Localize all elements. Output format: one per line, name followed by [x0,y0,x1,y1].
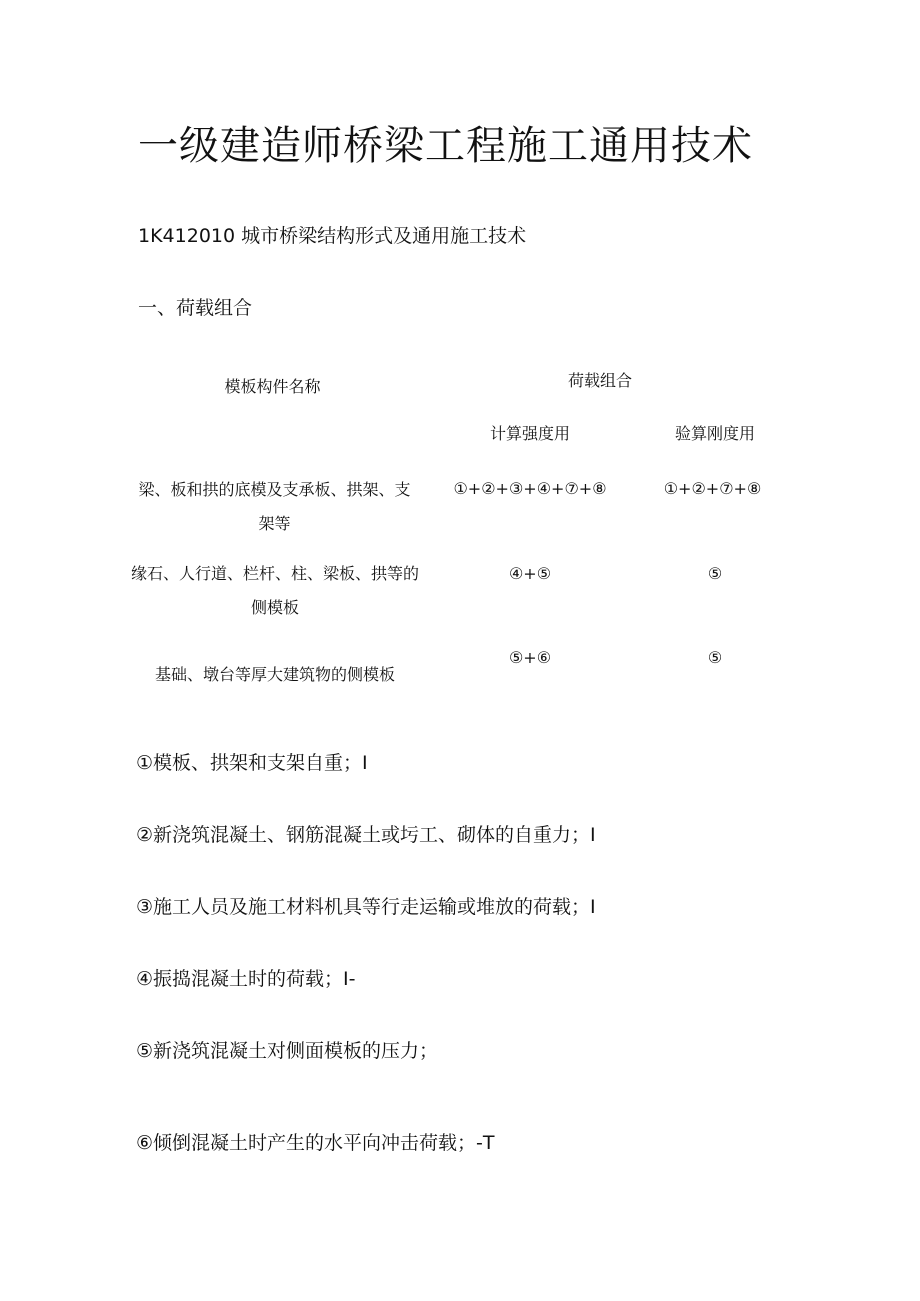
legend-item-5: ⑤新浇筑混凝土对侧面模板的压力； [136,1040,439,1062]
table-row-2-stiffness: ⑤ [707,564,723,583]
table-header-load-combination: 荷载组合 [567,371,632,390]
section-heading: 1K412010 城市桥梁结构形式及通用施工技术 [138,225,527,247]
subsection-heading: 一、荷载组合 [138,297,253,319]
page-title: 一级建造师桥梁工程施工通用技术 [138,123,753,169]
legend-item-2: ②新浇筑混凝土、钢筋混凝土或圬工、砌体的自重力；I [136,824,596,846]
table-row-2-strength: ④+⑤ [508,564,552,583]
table-row-3-component: 基础、墩台等厚大建筑物的侧模板 [154,665,395,684]
table-row-3-strength: ⑤+⑥ [508,648,552,667]
table-header-component-name: 模板构件名称 [224,377,321,396]
legend-item-1: ①模板、拱架和支架自重；I [136,752,368,774]
table-header-strength: 计算强度用 [489,424,570,443]
table-row-3-stiffness: ⑤ [707,648,723,667]
table-row-2-component: 缘石、人行道、栏杆、柱、梁板、拱等的侧模板 [130,564,419,617]
table-header-stiffness: 验算刚度用 [674,424,755,443]
legend-item-6: ⑥倾倒混凝土时产生的水平向冲击荷载；-T [136,1132,495,1154]
legend-item-3: ③施工人员及施工材料机具等行走运输或堆放的荷载；I [136,896,596,918]
table-row-1-strength: ①+②+③+④+⑦+⑧ [453,479,607,498]
table-row-1-component: 梁、板和拱的底模及支承板、拱架、支架等 [138,480,411,533]
legend-item-4: ④振捣混凝土时的荷载；I- [136,968,356,990]
table-row-1-stiffness: ①+②+⑦+⑧ [663,479,762,498]
